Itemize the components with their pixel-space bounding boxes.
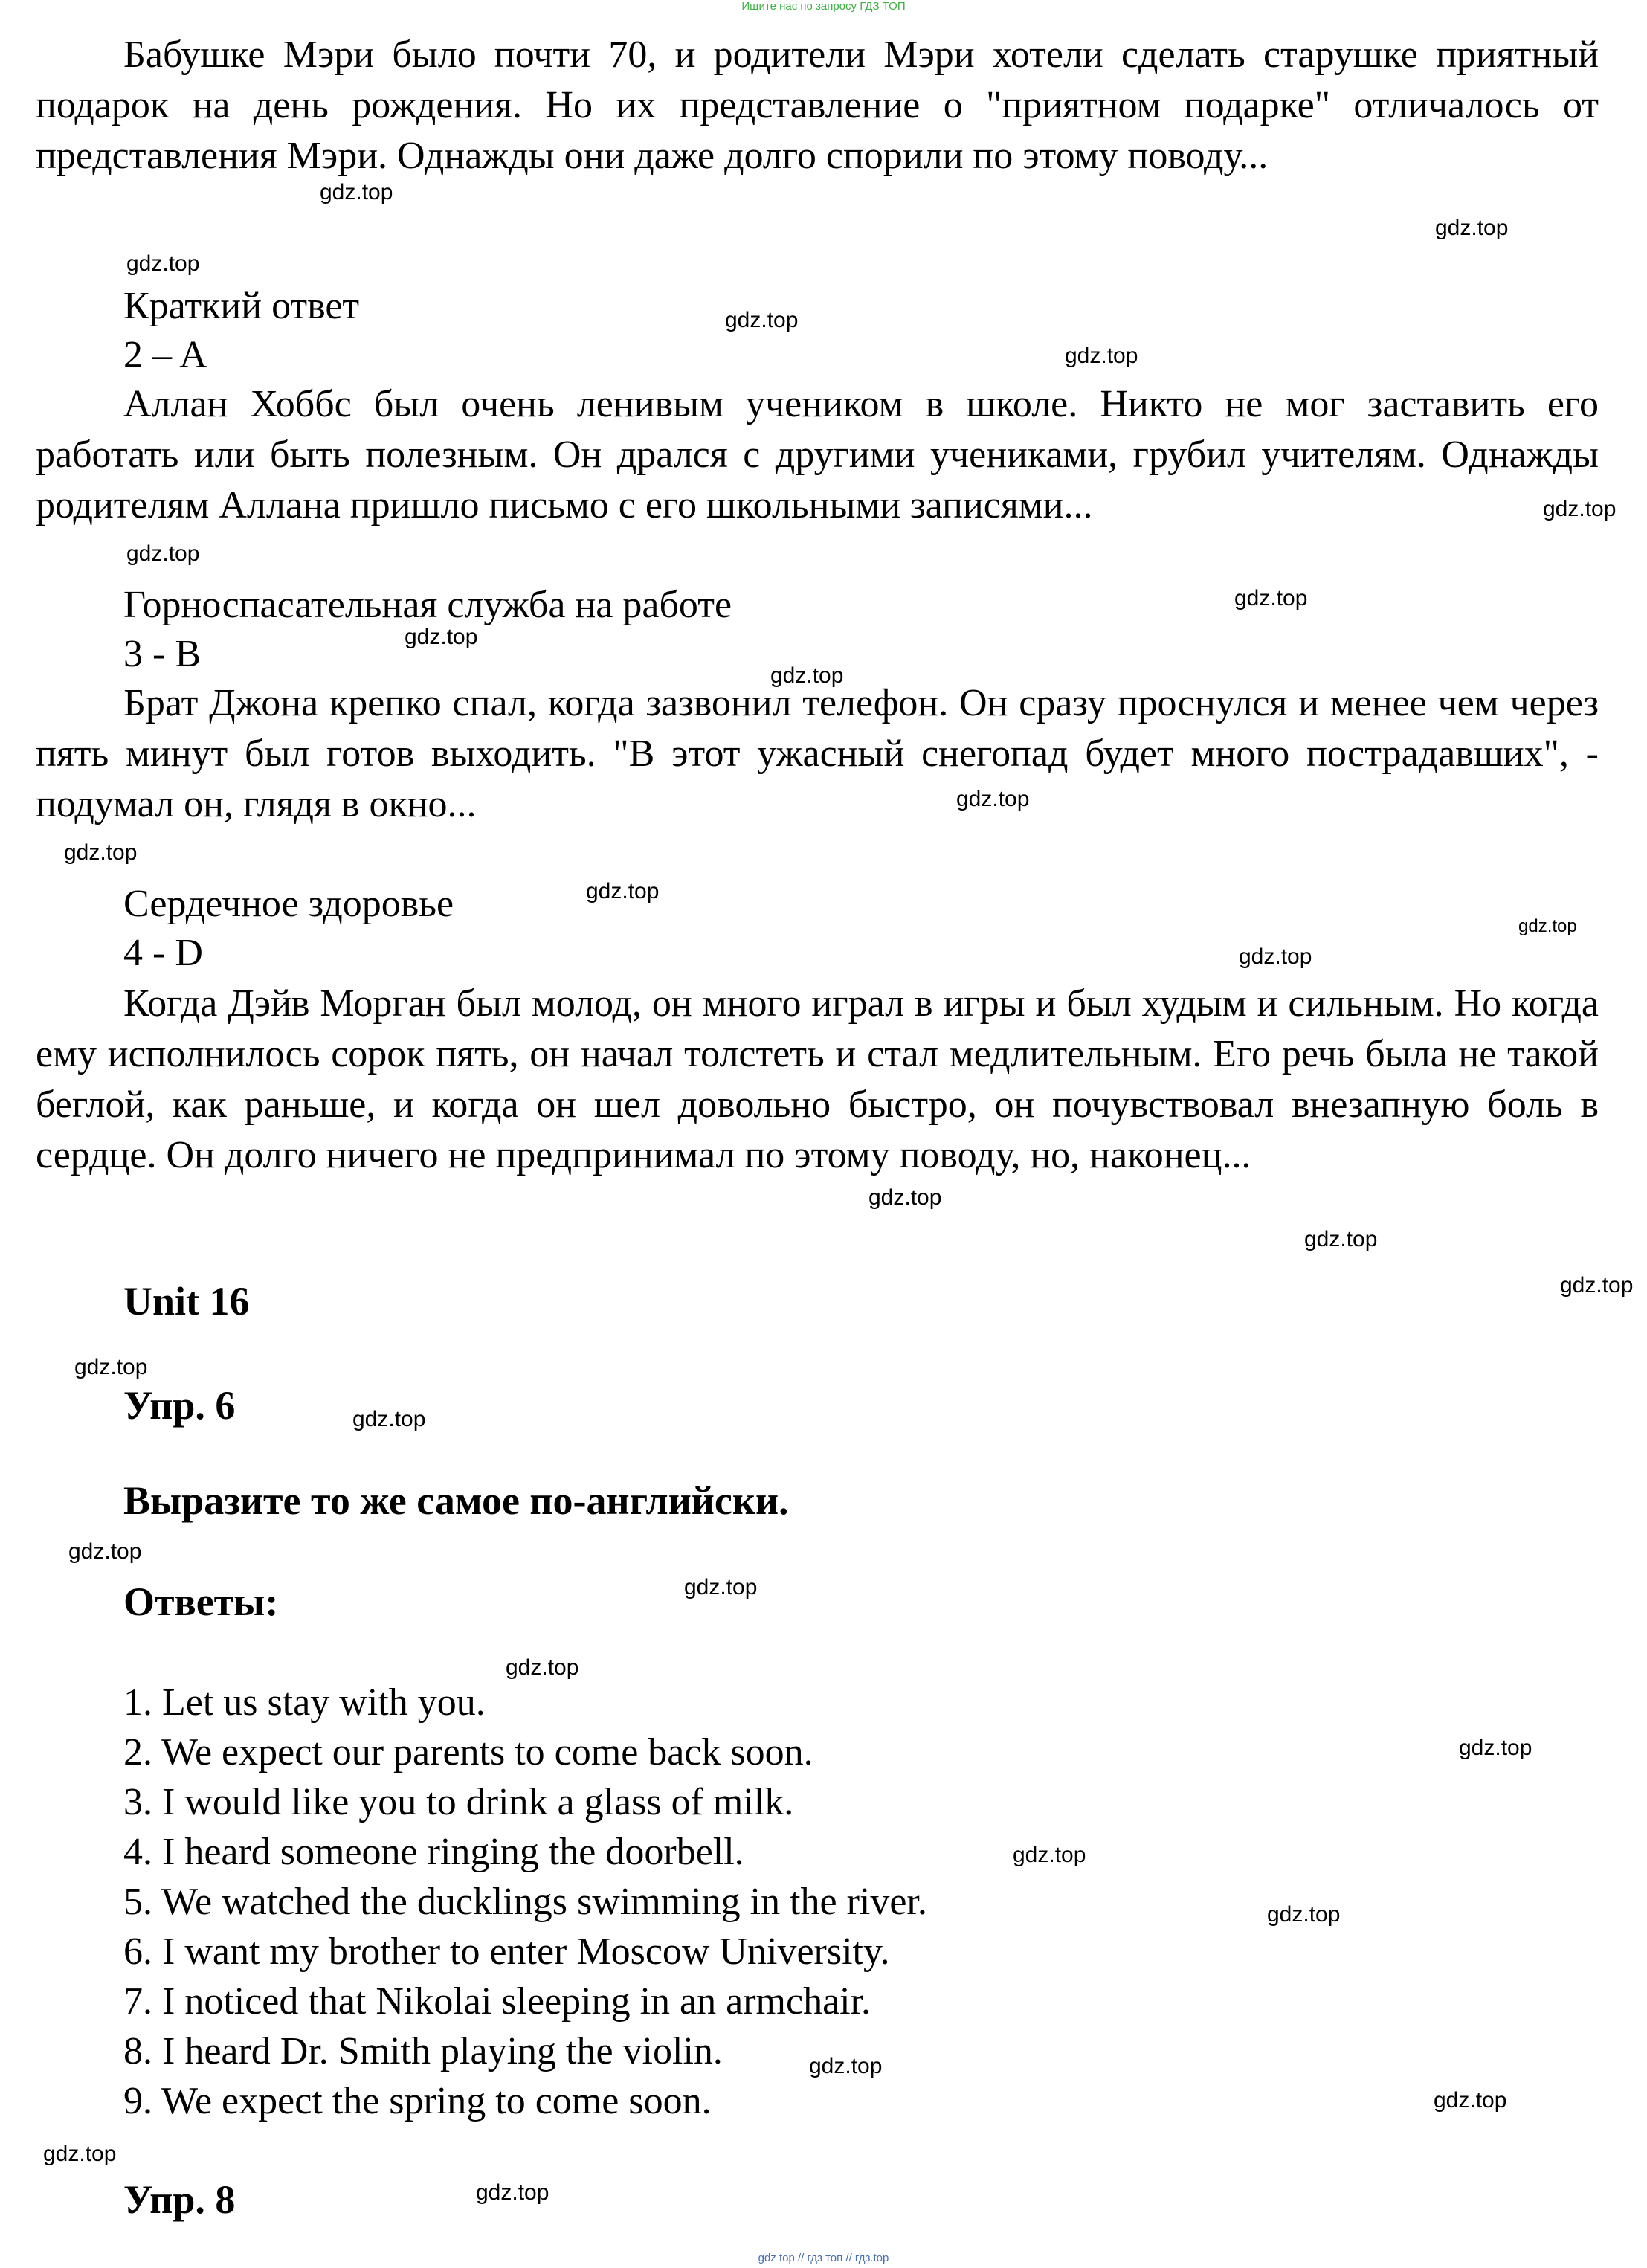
top-banner[interactable]: Ищите нас по запросу ГДЗ ТОП	[741, 0, 906, 13]
section-title-mountain-rescue: Горноспасательная служба на работе	[123, 584, 732, 626]
watermark: gdz.top	[1543, 497, 1617, 521]
watermark: gdz.top	[476, 2180, 549, 2205]
exercise-8-heading: Упр. 8	[123, 2177, 236, 2222]
answer-label-2a: 2 – A	[123, 334, 207, 376]
watermark: gdz.top	[725, 308, 799, 332]
section-title-heart-health: Сердечное здоровье	[123, 883, 454, 925]
watermark: gdz.top	[868, 1185, 942, 1210]
watermark: gdz.top	[1560, 1273, 1634, 1298]
watermark: gdz.top	[1065, 344, 1138, 368]
story-paragraph-mary: Бабушке Мэри было почти 70, и родители Мэри хотели сделать старушке приятный подарок на день рождения. Но их представление о "приятном подарке" отличалось от представления Мэри. Однажды они даже долго спорили по этому поводу...	[36, 33, 1599, 177]
answer-line: 7. I noticed that Nikolai sleeping in an armchair.	[123, 1980, 871, 2023]
answer-line: 8. I heard Dr. Smith playing the violin.	[123, 2030, 723, 2072]
answers-heading: Ответы:	[123, 1579, 279, 1624]
unit-heading: Unit 16	[123, 1279, 250, 1324]
watermark: gdz.top	[405, 625, 478, 649]
watermark: gdz.top	[64, 840, 138, 865]
answer-line: 1. Let us stay with you.	[123, 1681, 486, 1724]
watermark: gdz.top	[43, 2142, 117, 2166]
watermark: gdz.top	[1239, 944, 1312, 969]
watermark: gdz.top	[68, 1539, 142, 1564]
answer-line: 3. I would like you to drink a glass of milk.	[123, 1781, 794, 1823]
watermark: gdz.top	[809, 2054, 883, 2078]
watermark: gdz.top	[1234, 586, 1308, 611]
answer-line: 4. I heard someone ringing the doorbell.	[123, 1831, 744, 1873]
watermark: gdz.top	[684, 1575, 758, 1599]
watermark: gdz.top	[586, 879, 660, 903]
watermark: gdz.top	[770, 663, 844, 688]
watermark: gdz.top	[956, 787, 1030, 811]
answer-label-4d: 4 - D	[123, 932, 203, 974]
watermark: gdz.top	[1013, 1843, 1086, 1867]
answer-label-3b: 3 - B	[123, 633, 201, 675]
exercise-6-heading: Упр. 6	[123, 1383, 236, 1428]
watermark: gdz.top	[126, 251, 200, 276]
watermark: gdz.top	[352, 1407, 426, 1431]
bottom-banner[interactable]: gdz top // гдз топ // гдз.top	[758, 2252, 889, 2264]
answer-line: 6. I want my brother to enter Moscow University.	[123, 1930, 890, 1973]
answer-line: 9. We expect the spring to come soon.	[123, 2080, 712, 2122]
watermark: gdz.top	[1459, 1736, 1532, 1760]
watermark: gdz.top	[1435, 216, 1509, 240]
watermark: gdz.top	[1267, 1902, 1341, 1927]
watermark: gdz.top	[126, 541, 200, 566]
watermark: gdz.top	[74, 1355, 148, 1379]
watermark: gdz.top	[1518, 916, 1577, 936]
watermark: gdz.top	[320, 180, 393, 204]
answer-line: 5. We watched the ducklings swimming in the river.	[123, 1881, 927, 1923]
story-paragraph-dave: Когда Дэйв Морган был молод, он много играл в игры и был худым и сильным. Но когда ему исполнилось сорок пять, он начал толстеть и стал медлительным. Его речь была не такой беглой, как раньше, и когда он шел довольно быстро, он почувствовал внезапную боль в сердце. Он долго ничего не предпринимал по этому поводу, но, наконец...	[36, 982, 1599, 1176]
watermark: gdz.top	[506, 1655, 579, 1680]
watermark: gdz.top	[1304, 1227, 1378, 1251]
answer-line: 2. We expect our parents to come back soon.	[123, 1731, 813, 1774]
watermark: gdz.top	[1434, 2088, 1507, 2113]
section-title-short-answer: Краткий ответ	[123, 285, 360, 327]
story-paragraph-john: Брат Джона крепко спал, когда зазвонил телефон. Он сразу проснулся и менее чем через пять минут был готов выходить. "В этот ужасный снегопад будет много пострадавших", - подумал он, глядя в окно...	[36, 682, 1599, 825]
story-paragraph-allan: Аллан Хоббс был очень ленивым учеником в школе. Никто не мог заставить его работать или быть полезным. Он дрался с другими учениками, грубил учителям. Однажды родителям Аллана пришло письмо с его школьными записями...	[36, 383, 1599, 526]
task-instruction: Выразите то же самое по-английски.	[123, 1478, 789, 1523]
